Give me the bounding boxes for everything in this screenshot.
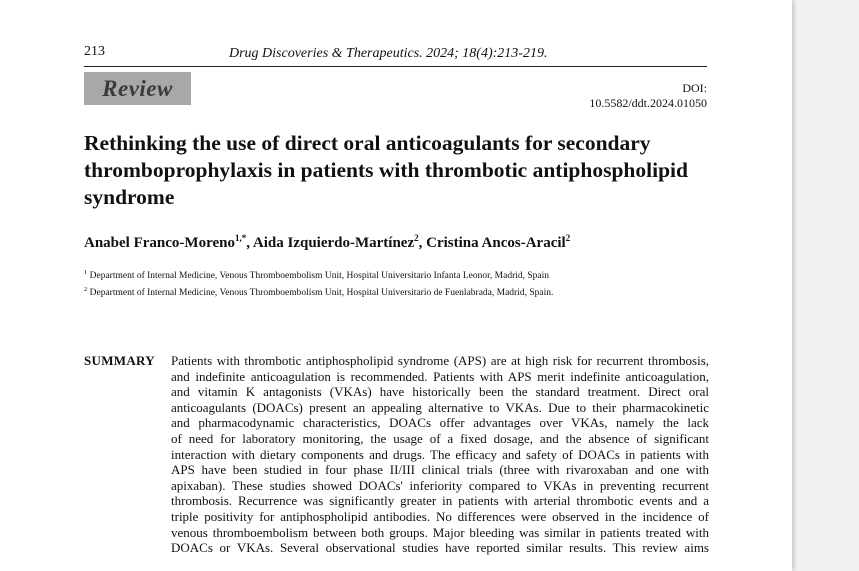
- summary-line: apixaban). These studies showed DOACs' inferiority compared to VKAs in preventing recurrent: [171, 477, 709, 493]
- summary-body: [171, 353, 709, 556]
- summary-line: venous thromboembolism between both groups. Major bleeding was similar in patients treated with: [171, 524, 709, 540]
- header-divider: [84, 66, 707, 67]
- summary-line: interaction with dietary components and drugs. The efficacy and safety of DOACs in patients with: [171, 446, 709, 462]
- author-affiliation-marker: 1,*: [234, 233, 247, 243]
- summary-line: of need for laboratory monitoring, the usage of a fixed dosage, and the absence of significant: [171, 430, 709, 446]
- title-line: thromboprophylaxis in patients with thrombotic antiphospholipid: [84, 158, 688, 182]
- author-separator: ,: [246, 235, 253, 251]
- affiliation-item: [84, 283, 553, 300]
- summary-line: and indefinite anticoagulation is recommended. Patients with APS merit indefinite anticoagulation,: [171, 368, 709, 384]
- title-line: Rethinking the use of direct oral anticoagulants for secondary: [84, 131, 651, 155]
- author-name: Aida Izquierdo-Martínez: [252, 235, 415, 251]
- title-line: syndrome: [84, 185, 175, 209]
- author-separator: ,: [418, 235, 427, 251]
- article-title: [84, 130, 709, 211]
- summary-line: and pharmacodynamic characteristics, DOACs offer advantages over VKAs, namely the lack: [171, 415, 709, 431]
- affiliation-text: Department of Internal Medicine, Venous Thromboembolism Unit, Hospital Universitario Infanta Leonor, Madrid, Spain: [89, 271, 550, 282]
- summary-line: APS have been studied in four phase II/III clinical trials (three with rivaroxaban and one with: [171, 462, 709, 478]
- affiliation-item: [84, 266, 553, 283]
- affiliation-marker: 2: [84, 286, 88, 294]
- summary-line: Patients with thrombotic antiphospholipid syndrome (APS) are at high risk for recurrent thrombosis,: [171, 353, 709, 368]
- author-affiliation-marker: 2: [565, 233, 571, 243]
- summary-line: and vitamin K antagonists (VKAs) have historically been the standard treatment. Direct oral: [171, 384, 709, 400]
- affiliation-marker: 1: [84, 269, 88, 276]
- author-list: [84, 233, 570, 252]
- author-affiliation-marker: 2: [414, 233, 419, 243]
- summary-heading: SUMMARY: [84, 353, 155, 368]
- doi-text[interactable]: DOI: 10.5582/ddt.2024.01050: [589, 81, 707, 110]
- summary-line: thrombosis. Recurrence was significantly greater in patients with arterial thrombotic events and a: [171, 493, 709, 509]
- page-number: 213: [84, 44, 105, 59]
- affiliation-text: Department of Internal Medicine, Venous Thromboembolism Unit, Hospital Universitario de Fuenlabrada, Madrid, Spain.: [89, 288, 554, 299]
- affiliation-list: [84, 266, 553, 300]
- summary-line: anticoagulants (DOACs) present an appealing alternative to VKAs. Due to their pharmacokinetic: [171, 399, 709, 415]
- author-name: Anabel Franco-Moreno: [84, 235, 235, 251]
- author-name: Cristina Ancos-Aracil: [426, 235, 566, 251]
- journal-citation: Drug Discoveries & Therapeutics. 2024; 18(4):213-219.: [229, 46, 548, 61]
- summary-line: DOACs or VKAs. Several observational studies have reported similar results. This review aims: [171, 540, 709, 556]
- summary-line: triple positivity for antiphospholipid antibodies. No differences were observed in the incidence of: [171, 508, 709, 524]
- article-type-badge: Review: [84, 72, 191, 105]
